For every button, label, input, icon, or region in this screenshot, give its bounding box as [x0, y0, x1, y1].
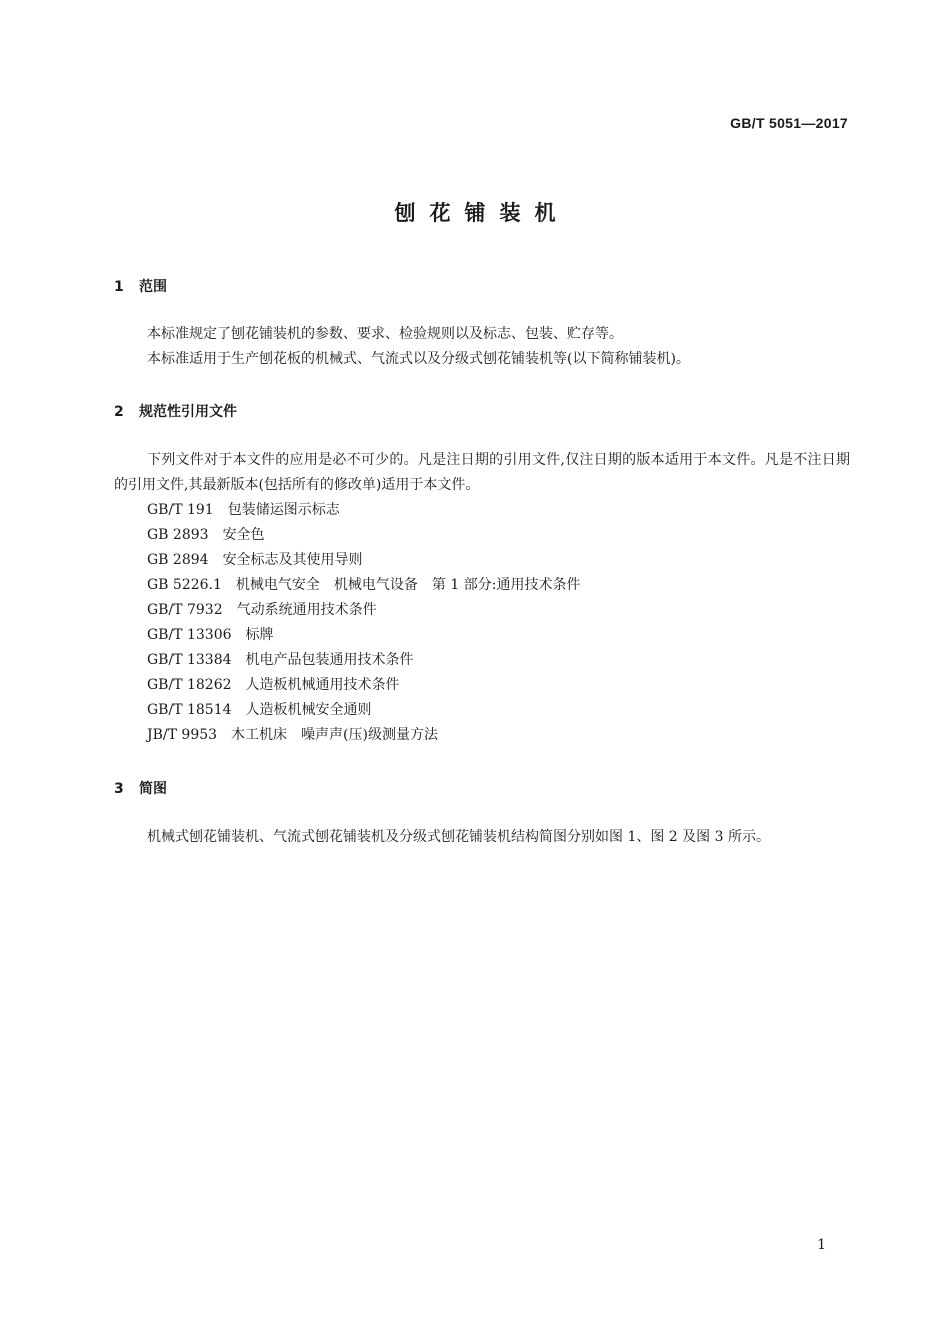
reference-title: 气动系统通用技术条件 [236, 602, 377, 618]
list-item [147, 673, 580, 698]
page-number: 1 [817, 1237, 826, 1253]
scope-paragraph-1: 本标准规定了刨花铺装机的参数、要求、检验规则以及标志、包装、贮存等。 [147, 326, 623, 342]
section-title: 简图 [139, 781, 167, 797]
section-number: 1 [114, 279, 124, 295]
section-title: 范围 [139, 279, 167, 295]
reference-title: 人造板机械安全通则 [245, 702, 372, 718]
list-item [147, 573, 580, 598]
reference-code: GB/T 13306 [147, 627, 232, 643]
list-item [147, 698, 580, 723]
list-item [147, 523, 580, 548]
section-number: 3 [114, 781, 124, 797]
diagram-paragraph: 机械式刨花铺装机、气流式刨花铺装机及分级式刨花铺装机结构简图分别如图 1、图 2 及图 3 所示。 [147, 829, 770, 845]
document-title: 刨花铺装机 [394, 201, 570, 225]
reference-title: 人造板机械通用技术条件 [245, 677, 400, 693]
section-heading-scope [114, 276, 167, 296]
standard-code: GB/T 5051—2017 [730, 115, 848, 131]
section-heading-normative-references [114, 401, 237, 421]
reference-title: 安全标志及其使用导则 [222, 552, 363, 568]
section-number: 2 [114, 404, 124, 420]
reference-title: 安全色 [222, 527, 265, 543]
references-intro: 下列文件对于本文件的应用是必不可少的。凡是注日期的引用文件,仅注日期的版本适用于本文件。凡是不注日期的引用文件,其最新版本(包括所有的修改单)适用于本文件。 [114, 452, 850, 493]
list-item [147, 623, 580, 648]
reference-title: 标牌 [245, 627, 274, 643]
reference-title: 木工机床 噪声声(压)级测量方法 [231, 727, 438, 743]
scope-paragraph-2: 本标准适用于生产刨花板的机械式、气流式以及分级式刨花铺装机等(以下简称铺装机)。 [147, 351, 690, 367]
reference-code: GB 5226.1 [147, 577, 222, 593]
reference-code: JB/T 9953 [147, 727, 218, 743]
list-item [147, 548, 580, 573]
reference-code: GB/T 18262 [147, 677, 232, 693]
reference-code: GB 2893 [147, 527, 209, 543]
reference-code: GB/T 18514 [147, 702, 232, 718]
reference-code: GB 2894 [147, 552, 209, 568]
reference-title: 机电产品包装通用技术条件 [245, 652, 414, 668]
list-item [147, 498, 580, 523]
list-item [147, 648, 580, 673]
section-heading-diagram [114, 778, 167, 798]
reference-title: 机械电气安全 机械电气设备 第 1 部分:通用技术条件 [235, 577, 581, 593]
reference-code: GB/T 13384 [147, 652, 232, 668]
reference-code: GB/T 191 [147, 502, 214, 518]
section-title: 规范性引用文件 [139, 404, 237, 420]
list-item [147, 723, 580, 748]
reference-title: 包装储运图示标志 [227, 502, 340, 518]
reference-list [147, 498, 580, 748]
list-item [147, 598, 580, 623]
reference-code: GB/T 7932 [147, 602, 223, 618]
